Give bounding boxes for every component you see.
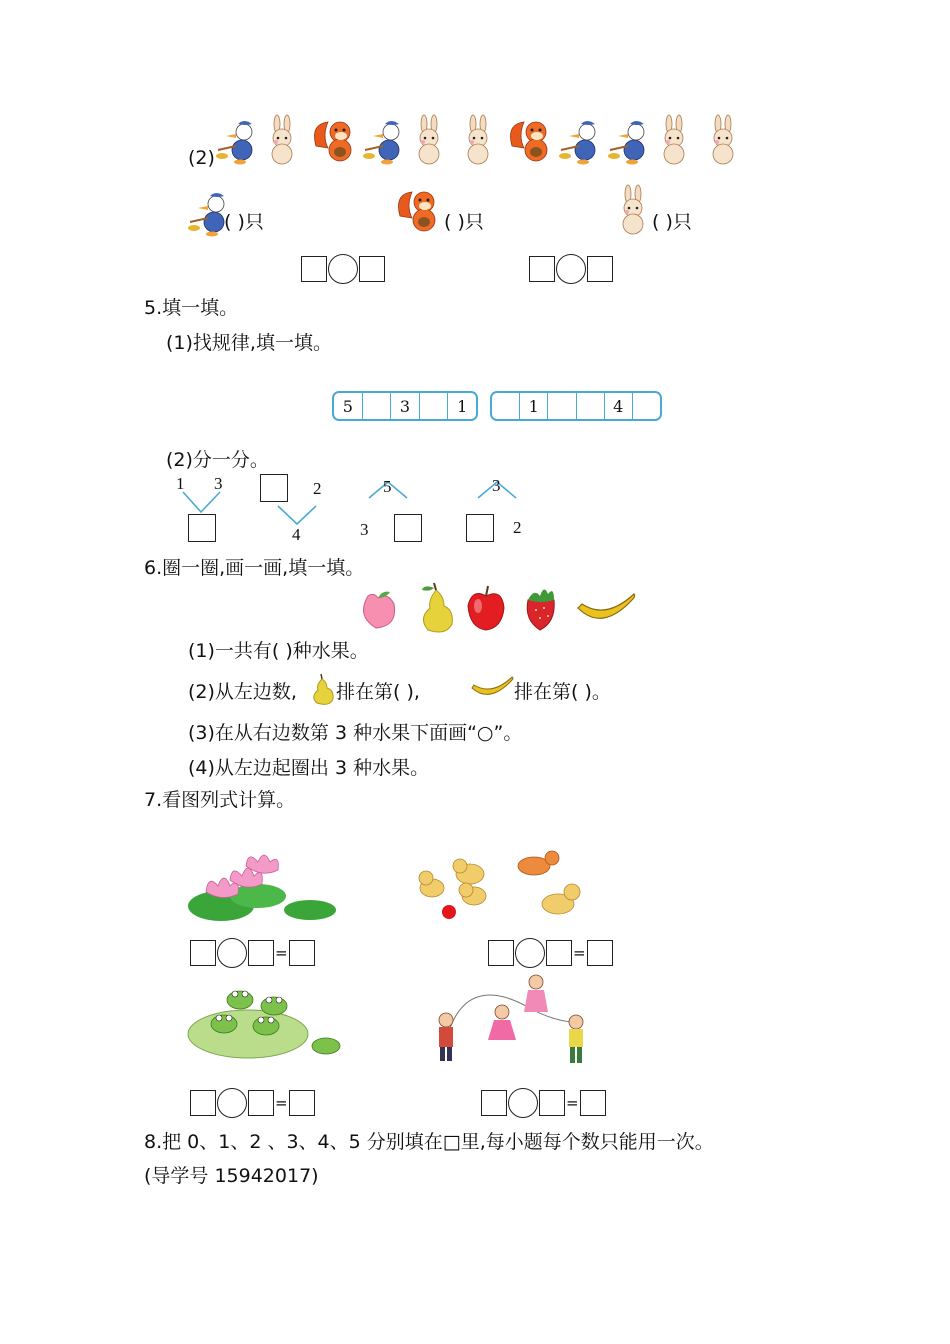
answer-box[interactable] [539, 1090, 565, 1116]
equation-3[interactable] [190, 1088, 315, 1118]
answer-box[interactable] [248, 1090, 274, 1116]
equals-sign: = [275, 944, 288, 962]
duck-icon [363, 121, 399, 165]
answer-box[interactable] [580, 1090, 606, 1116]
answer-box[interactable] [188, 514, 216, 542]
answer-box[interactable] [546, 940, 572, 966]
compare-blank-1[interactable] [301, 254, 385, 284]
q6-part2-start: (2)从左边数, [188, 681, 297, 703]
split-diagrams [170, 470, 690, 550]
frogs-picture [186, 984, 358, 1064]
operator-circle[interactable] [217, 938, 247, 968]
q8-reference: (导学号 15942017) [144, 1165, 319, 1187]
peach-icon [364, 592, 395, 628]
duck-count-blank: ( )只 [224, 211, 264, 233]
q6-title: 6.圈一圈,画一画,填一填。 [144, 557, 365, 579]
rabbit-icon [614, 186, 654, 230]
equation-2[interactable] [488, 938, 613, 968]
strawberry-icon [527, 589, 554, 630]
answer-box[interactable] [466, 514, 494, 542]
answer-box[interactable] [190, 1090, 216, 1116]
sequence-cell[interactable] [363, 393, 392, 419]
animal-row [214, 112, 764, 170]
rabbit-icon [713, 115, 733, 164]
split-number: 3 [492, 476, 501, 495]
answer-box[interactable] [248, 940, 274, 966]
equation-4[interactable] [481, 1088, 606, 1118]
answer-box[interactable] [289, 940, 315, 966]
rabbit-icon [419, 115, 439, 164]
equals-sign: = [275, 1094, 288, 1112]
duck-icon [216, 121, 252, 165]
operator-circle[interactable] [217, 1088, 247, 1118]
banana-icon [578, 594, 635, 618]
sequence-cell: 1 [520, 393, 548, 419]
sequence-strip-1 [332, 391, 478, 421]
q6-part2-banana-blank: 排在第( )。 [514, 681, 611, 703]
fruit-row [358, 580, 638, 634]
split-number: 3 [360, 520, 369, 539]
pear-icon [422, 583, 452, 632]
split-number: 1 [176, 474, 185, 493]
rabbit-icon [272, 115, 292, 164]
q7-title: 7.看图列式计算。 [144, 789, 296, 811]
dogs-picture [412, 846, 582, 926]
banana-icon [470, 676, 514, 702]
q5-part1: (1)找规律,填一填。 [166, 332, 332, 354]
compare-circle[interactable] [328, 254, 358, 284]
sequence-cell: 5 [334, 393, 363, 419]
answer-box[interactable] [394, 514, 422, 542]
lotus-picture [186, 852, 346, 924]
sequence-strip-2 [490, 391, 662, 421]
compare-blank-2[interactable] [529, 254, 613, 284]
rabbit-count-blank: ( )只 [652, 211, 692, 233]
squirrel-icon [396, 186, 440, 230]
equation-1[interactable] [190, 938, 315, 968]
answer-box[interactable] [488, 940, 514, 966]
answer-box[interactable] [587, 940, 613, 966]
operator-circle[interactable] [508, 1088, 538, 1118]
equals-sign: = [573, 944, 586, 962]
answer-box[interactable] [190, 940, 216, 966]
apple-icon [468, 586, 504, 630]
sequence-cell[interactable] [633, 393, 660, 419]
answer-box[interactable] [301, 256, 327, 282]
sequence-cell[interactable] [492, 393, 520, 419]
equals-sign: = [566, 1094, 579, 1112]
duck-icon [608, 121, 644, 165]
squirrel-icon [511, 122, 548, 161]
q5-title: 5.填一填。 [144, 297, 239, 319]
sequence-cell: 4 [605, 393, 633, 419]
compare-circle[interactable] [556, 254, 586, 284]
pear-icon [310, 673, 336, 705]
squirrel-icon [315, 122, 352, 161]
sequence-cell: 1 [457, 396, 468, 416]
q5-part2: (2)分一分。 [166, 449, 269, 471]
sequence-cell: 3 [391, 393, 420, 419]
q6-part4: (4)从左边起圈出 3 种水果。 [188, 757, 430, 779]
sequence-cell[interactable] [420, 393, 449, 419]
rabbit-icon [664, 115, 684, 164]
q8-instruction: 8.把 0、1、2 、3、4、5 分别填在□里,每小题每个数只能用一次。 [144, 1131, 714, 1153]
operator-circle[interactable] [515, 938, 545, 968]
split-number: 4 [292, 525, 301, 544]
sequence-cell[interactable] [548, 393, 576, 419]
duck-icon [559, 121, 595, 165]
answer-box[interactable] [481, 1090, 507, 1116]
jump-rope-picture [430, 970, 600, 1072]
split-number: 3 [214, 474, 223, 493]
answer-box[interactable] [359, 256, 385, 282]
answer-box[interactable] [260, 474, 288, 502]
split-number: 2 [313, 479, 322, 498]
answer-box[interactable] [587, 256, 613, 282]
split-number: 5 [383, 477, 392, 496]
q6-part3: (3)在从右边数第 3 种水果下面画“○”。 [188, 722, 523, 744]
answer-box[interactable] [289, 1090, 315, 1116]
q4-part2-label: (2) [188, 147, 215, 169]
sequence-cell[interactable] [577, 393, 605, 419]
q6-part1: (1)一共有( )种水果。 [188, 640, 369, 662]
q6-part2-pear-blank: 排在第( ), [336, 681, 420, 703]
squirrel-count-blank: ( )只 [444, 211, 484, 233]
rabbit-icon [468, 115, 488, 164]
split-number: 2 [513, 518, 522, 537]
answer-box[interactable] [529, 256, 555, 282]
